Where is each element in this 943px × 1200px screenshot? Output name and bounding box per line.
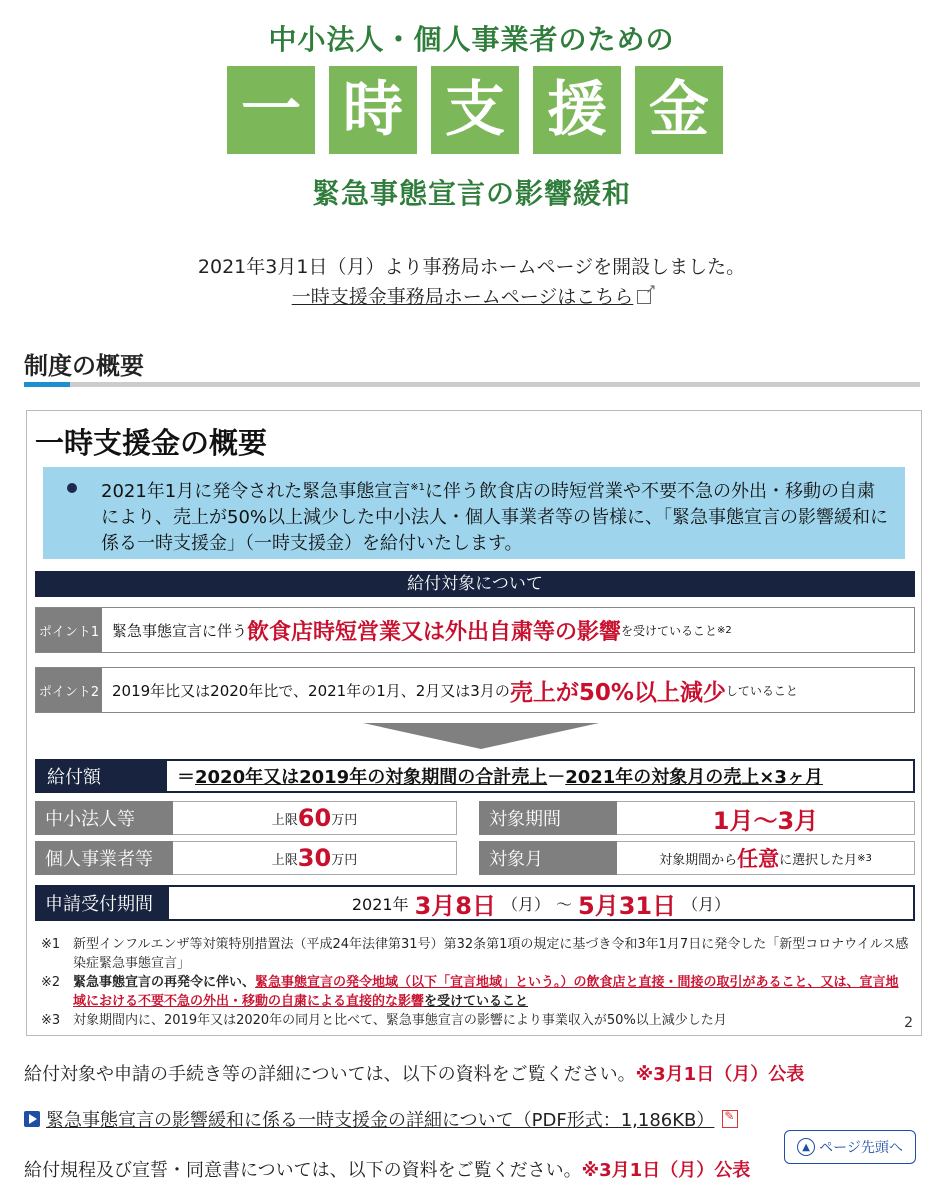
- formula-term-1: 2020年又は2019年の対象期間の合計売上: [195, 767, 548, 788]
- sme-cap-prefix: 上限: [271, 812, 298, 828]
- intro-box: [43, 467, 905, 559]
- details-pdf-link[interactable]: 緊急事態宣言の影響緩和に係る一時支援金の詳細について（PDF形式：1,186KB）: [46, 1110, 715, 1131]
- point-2-pre: 2019年比又は2020年比で、2021年の1月、2月又は3月の: [112, 681, 510, 700]
- point-1-post: を受けていること: [621, 623, 718, 638]
- individual-label: 個人事業者等: [35, 841, 173, 875]
- point-2-text: [112, 668, 798, 712]
- point-1-pre: 緊急事態宣言に伴う: [112, 621, 248, 640]
- hero-tile: 援: [533, 66, 621, 154]
- target-month-pre: 対象期間から: [659, 852, 738, 868]
- target-period-range: 1月～3月: [712, 806, 819, 835]
- bullet-dot-icon: [67, 483, 77, 493]
- target-month-footnote-mark: ※3: [857, 852, 872, 864]
- footnote-2-post: を受けていること: [424, 994, 529, 1009]
- secretariat-homepage-link[interactable]: 一時支援金事務局ホームページはこちら: [291, 286, 634, 308]
- footnote-3-mark: ※3: [41, 1013, 61, 1028]
- footnote-1: [41, 935, 911, 973]
- section-divider-accent: [24, 382, 70, 387]
- point-2-emphasis: 売上が50%以上減少: [509, 679, 726, 706]
- application-start-dow: （月）: [501, 894, 550, 914]
- hero-subtitle: 中小法人・個人事業者のための: [268, 23, 675, 56]
- point-1: [35, 607, 915, 653]
- hero-tile: 一: [227, 66, 315, 154]
- target-heading: 給付対象について: [35, 571, 915, 597]
- rules-text: 給付規程及び宣誓・同意書については、以下の資料をご覧ください。: [24, 1160, 582, 1181]
- sme-cap-cell: [35, 801, 457, 835]
- formula-term-2: 2021年の対象月の売上×3ヶ月: [565, 767, 823, 788]
- back-to-top-label: ページ先頭へ: [819, 1140, 903, 1156]
- target-month-cell: [479, 841, 915, 875]
- details-text: 給付対象や申請の手続き等の詳細については、以下の資料をご覧ください。: [24, 1064, 636, 1085]
- individual-cap-prefix: 上限: [271, 852, 298, 868]
- hero-tile: 支: [431, 66, 519, 154]
- application-end-dow: （月）: [682, 894, 731, 914]
- application-period: [35, 885, 915, 921]
- pdf-icon: [722, 1110, 738, 1128]
- point-1-emphasis: 飲食店時短営業又は外出自粛等の影響: [247, 619, 622, 645]
- notice-text: 2021年3月1日（月）より事務局ホームページを開設しました。: [197, 256, 746, 278]
- pdf-link-row: [24, 1106, 738, 1132]
- target-month-value: [617, 841, 915, 875]
- formula-equals: ＝: [177, 767, 195, 788]
- hero-caption: 緊急事態宣言の影響緩和: [311, 177, 631, 210]
- intro-text-b: に伴う飲食店の時短営業や不要不急の外出・移動の自粛により、売上が50%以上減少した中小法人・個人事業者等の皆様に、「緊急事態宣言の影響緩和に係る一時支援金」（一時支援金）を給付いたします。: [101, 481, 889, 554]
- external-link-icon: [637, 290, 651, 304]
- point-1-text: [112, 608, 732, 652]
- point-2: [35, 667, 915, 713]
- footnote-3-text: 対象期間内に、2019年又は2020年の同月と比べて、緊急事態宣言の影響により事業収入が50%以上減少した月: [73, 1013, 727, 1028]
- hero-tile: 金: [635, 66, 723, 154]
- application-start-date: 3月8日: [414, 891, 496, 920]
- target-period-value: [617, 801, 915, 835]
- application-year: 2021年: [351, 894, 409, 914]
- sme-value: [173, 801, 457, 835]
- rules-paragraph: [24, 1156, 750, 1182]
- formula-equation: [177, 761, 823, 791]
- formula-label: 給付額: [37, 761, 167, 791]
- application-end-date: 5月31日: [578, 891, 677, 920]
- formula-minus: －: [547, 767, 566, 788]
- benefit-formula: [35, 759, 915, 793]
- application-period-label: 申請受付期間: [37, 887, 169, 919]
- application-period-value: [169, 887, 913, 919]
- footnote-2-red: 緊急事態宣言の発令地域（以下「宣言地域」という。）の飲食店と直接・間接の取引があること、又は、宣言地域における不要不急の外出・移動の自粛による直接的な影響: [73, 975, 899, 1009]
- section-divider: [24, 382, 920, 387]
- rules-published-note: ※3月1日（月）公表: [581, 1160, 751, 1181]
- individual-value: [173, 841, 457, 875]
- footnote-2-pre: 緊急事態宣言の再発令に伴い、: [73, 975, 256, 990]
- point-2-post: していること: [725, 683, 798, 698]
- footnotes: [41, 935, 911, 1030]
- arrow-bullet-icon: [24, 1111, 40, 1127]
- sme-cap-amount: 60: [297, 804, 332, 832]
- target-period-label: 対象期間: [479, 801, 617, 835]
- individual-cap-amount: 30: [297, 844, 332, 872]
- overview-slide: [26, 410, 922, 1036]
- footnote-1-text: 新型インフルエンザ等対策特別措置法（平成24年法律第31号）第32条第1項の規定に基づき令和3年1月7日に発令した「新型コロナウイルス感染症緊急事態宣言」: [73, 937, 909, 971]
- footnote-1-mark: ※1: [41, 937, 61, 952]
- individual-cap-unit: 万円: [331, 852, 358, 868]
- footnote-2-mark: ※2: [41, 975, 61, 990]
- notice-link-row: [0, 282, 943, 309]
- hero-tile: 時: [329, 66, 417, 154]
- footnote-2: [41, 973, 911, 1011]
- point-1-footnote-mark: ※2: [717, 624, 732, 636]
- target-month-label: 対象月: [479, 841, 617, 875]
- target-month-emphasis: 任意: [737, 847, 780, 871]
- point-2-tag: ポイント2: [36, 668, 102, 712]
- intro-footnote-mark: ※1: [410, 482, 426, 493]
- target-period-cell: [479, 801, 915, 835]
- point-1-tag: ポイント1: [36, 608, 102, 652]
- sme-cap-unit: 万円: [331, 812, 358, 828]
- sme-label: 中小法人等: [35, 801, 173, 835]
- intro-text-a: 2021年1月に発令された緊急事態宣言: [101, 481, 411, 502]
- slide-page-number: 2: [904, 1015, 913, 1031]
- individual-cap-cell: [35, 841, 457, 875]
- footnote-3: [41, 1011, 911, 1030]
- target-month-post: に選択した月: [779, 852, 858, 868]
- slide-title: 一時支援金の概要: [35, 426, 268, 460]
- back-to-top-button[interactable]: [784, 1130, 916, 1164]
- application-tilde: ～: [556, 894, 573, 914]
- details-published-note: ※3月1日（月）公表: [635, 1064, 805, 1085]
- arrow-up-icon: ▲: [797, 1138, 815, 1156]
- section-title: 制度の概要: [24, 352, 144, 380]
- hero-title-tiles: [227, 66, 723, 154]
- details-paragraph: [24, 1060, 804, 1086]
- down-arrow-icon: [363, 723, 599, 749]
